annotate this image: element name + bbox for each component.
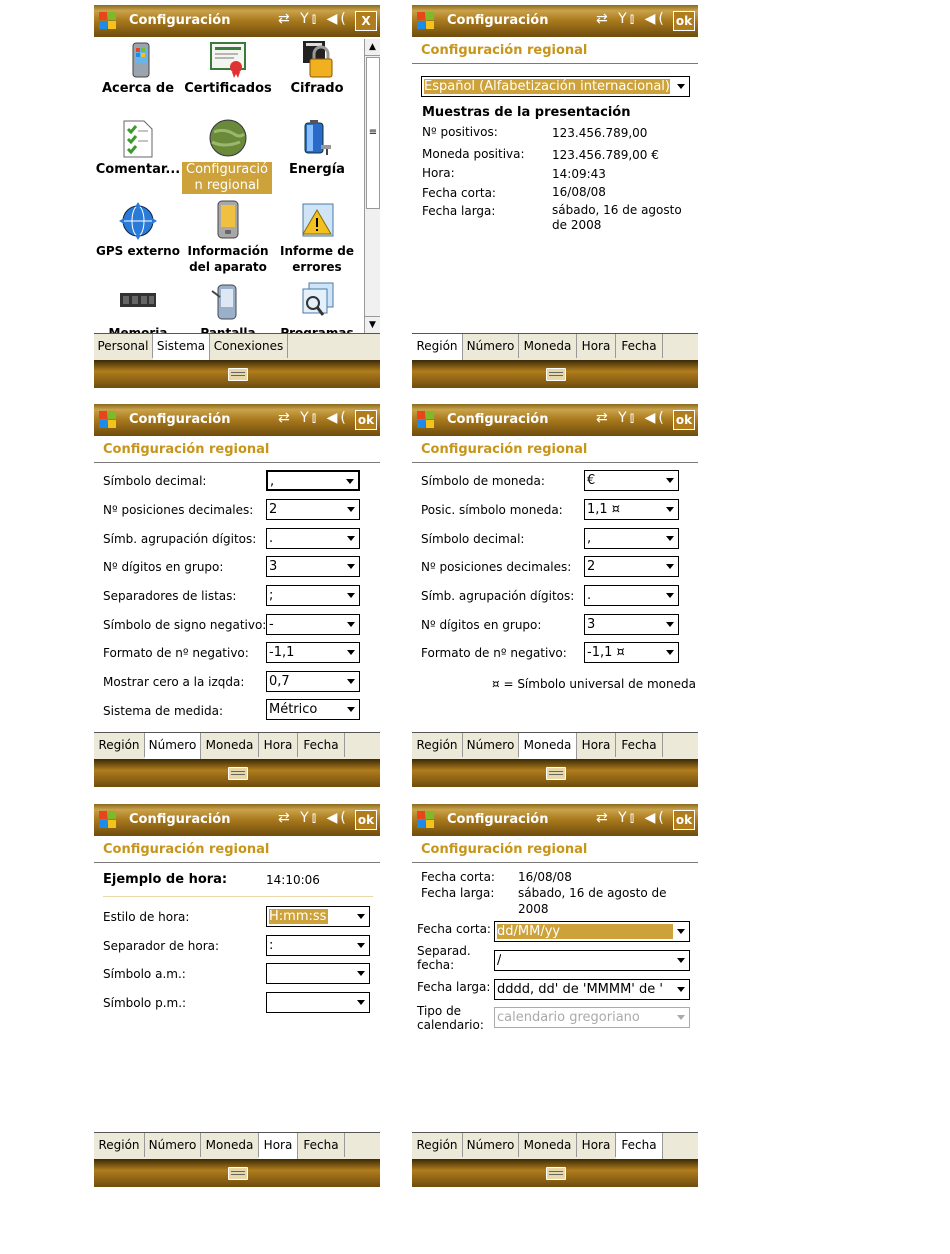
window-title: Configuración xyxy=(129,412,231,427)
field-value: , xyxy=(587,531,592,546)
field-value: H:mm:ss xyxy=(269,909,327,924)
field-value: 3 xyxy=(269,559,278,574)
field-label: Símbolo decimal: xyxy=(103,474,207,488)
chevron-down-icon xyxy=(666,507,674,512)
field-value: / xyxy=(497,953,502,968)
pm-symbol-dropdown[interactable] xyxy=(266,992,370,1013)
ok-button[interactable]: ok xyxy=(673,410,695,430)
field-label: Separad. xyxy=(417,944,471,958)
field-label: Fecha larga: xyxy=(417,980,491,994)
chevron-down-icon xyxy=(346,479,354,484)
icon-label: Energía xyxy=(289,162,345,177)
status-icons[interactable]: ⇄ Y⫾ ◀( xyxy=(596,410,667,426)
close-button[interactable]: X xyxy=(355,11,377,31)
page-header: Configuración regional xyxy=(103,442,270,457)
field-value: , xyxy=(270,474,275,489)
chevron-down-icon xyxy=(666,650,674,655)
field-label-cont: fecha: xyxy=(417,958,455,972)
field-label: Nº dígitos en grupo: xyxy=(103,560,224,574)
field-label: Símbolo de moneda: xyxy=(421,474,545,488)
menu-bar xyxy=(412,1159,698,1187)
tab-hora[interactable]: Hora xyxy=(577,334,616,358)
negative-format-dropdown[interactable] xyxy=(584,642,679,663)
status-icons[interactable]: ⇄ Y⫾ ◀( xyxy=(596,11,667,27)
tab-bar xyxy=(94,1132,380,1159)
chevron-down-icon xyxy=(677,929,685,934)
tab-moneda[interactable]: Moneda xyxy=(201,733,259,757)
sample-value: 123.456.789,00 € xyxy=(552,148,659,162)
page-header: Configuración regional xyxy=(421,43,588,58)
tab-personal[interactable]: Personal xyxy=(94,334,153,358)
chevron-down-icon xyxy=(357,914,365,919)
decimal-places-dropdown[interactable] xyxy=(266,499,360,520)
field-label: Símbolo a.m.: xyxy=(103,967,186,981)
divider xyxy=(94,862,380,863)
tab-fecha[interactable]: Fecha xyxy=(298,1133,345,1157)
chevron-down-icon xyxy=(347,650,355,655)
tab-region[interactable]: Región xyxy=(94,733,145,757)
field-value: : xyxy=(269,938,274,953)
scroll-thumb[interactable]: ≡ xyxy=(366,57,380,209)
ok-button[interactable]: ok xyxy=(673,810,695,830)
currency-symbol-dropdown[interactable] xyxy=(584,470,679,491)
field-label: Posic. símbolo moneda: xyxy=(421,503,563,517)
page-header: Configuración regional xyxy=(103,842,270,857)
long-date-value: sábado, 16 de agosto de xyxy=(518,886,667,900)
tab-region[interactable]: Región xyxy=(412,1133,463,1157)
samples-title: Muestras de la presentación xyxy=(422,105,631,120)
screen-device-icon xyxy=(208,281,248,321)
windows-start-icon[interactable] xyxy=(97,809,119,831)
chevron-down-icon xyxy=(347,622,355,627)
window-title: Configuración xyxy=(129,13,231,28)
decimal-symbol-dropdown[interactable] xyxy=(266,470,360,491)
scroll-down-icon[interactable]: ▼ xyxy=(365,316,380,333)
field-value: - xyxy=(269,617,274,632)
field-label: Símbolo p.m.: xyxy=(103,996,187,1010)
field-label: Fecha corta: xyxy=(417,922,491,936)
icon-label: Información del aparato xyxy=(187,244,269,274)
list-separator-dropdown[interactable] xyxy=(266,585,360,606)
menu-bar xyxy=(94,1159,380,1187)
short-date-value: 16/08/08 xyxy=(518,870,572,884)
field-value: 3 xyxy=(587,617,596,632)
chevron-down-icon xyxy=(666,478,674,483)
windows-start-icon[interactable] xyxy=(97,10,119,32)
chevron-down-icon xyxy=(347,593,355,598)
field-value: ; xyxy=(269,588,274,603)
field-label: Estilo de hora: xyxy=(103,910,190,924)
chevron-down-icon xyxy=(347,707,355,712)
chevron-down-icon xyxy=(677,987,685,992)
scrollbar[interactable] xyxy=(364,39,380,333)
group-digits-dropdown[interactable] xyxy=(584,614,679,635)
field-value: -1,1 xyxy=(269,645,295,660)
sample-value-cont: de 2008 xyxy=(552,218,602,232)
grouping-symbol-dropdown[interactable] xyxy=(584,585,679,606)
device-info-icon xyxy=(121,41,161,81)
locale-dropdown[interactable] xyxy=(421,76,690,97)
keyboard-icon[interactable] xyxy=(228,767,248,780)
windows-start-icon[interactable] xyxy=(415,409,437,431)
separator-line xyxy=(103,896,373,897)
am-symbol-dropdown[interactable] xyxy=(266,963,370,984)
windows-start-icon[interactable] xyxy=(97,409,119,431)
field-value: 2 xyxy=(587,559,596,574)
sample-value: 14:09:43 xyxy=(552,167,606,181)
time-example-value: 14:10:06 xyxy=(266,873,320,887)
status-icons[interactable]: ⇄ Y⫾ ◀( xyxy=(596,810,667,826)
field-label: Símb. agrupación dígitos: xyxy=(103,532,257,546)
title-bar xyxy=(94,804,380,836)
tab-hora[interactable]: Hora xyxy=(259,733,298,757)
field-label: Símbolo de signo negativo: xyxy=(103,618,267,632)
screen-fecha xyxy=(412,804,698,1187)
tab-region[interactable]: Región xyxy=(412,733,463,757)
screen-system xyxy=(94,5,380,388)
tab-bar xyxy=(412,333,698,360)
device-icon xyxy=(208,200,248,240)
tab-moneda[interactable]: Moneda xyxy=(519,334,577,358)
field-label: Símbolo decimal: xyxy=(421,532,525,546)
chevron-down-icon xyxy=(677,1015,685,1020)
date-separator-dropdown[interactable] xyxy=(494,950,690,971)
tab-hora[interactable]: Hora xyxy=(577,733,616,757)
icon-label: Certificados xyxy=(184,81,272,96)
title-bar xyxy=(412,804,698,836)
sample-label: Fecha larga: xyxy=(422,204,496,218)
chevron-down-icon xyxy=(666,564,674,569)
status-icons[interactable]: ⇄ Y⫾ ◀( xyxy=(278,410,349,426)
status-icons[interactable]: ⇄ Y⫾ ◀( xyxy=(278,11,349,27)
sample-label: Moneda positiva: xyxy=(422,147,525,161)
keyboard-icon[interactable] xyxy=(228,368,248,381)
sample-label: Nº positivos: xyxy=(422,125,498,139)
window-title: Configuración xyxy=(447,412,549,427)
tab-bar xyxy=(412,732,698,759)
field-value: dd/MM/yy xyxy=(497,924,673,939)
ok-button[interactable]: ok xyxy=(673,11,695,31)
sample-value: 16/08/08 xyxy=(552,185,606,199)
time-separator-dropdown[interactable] xyxy=(266,935,370,956)
sample-label: Fecha corta: xyxy=(422,186,496,200)
window-title: Configuración xyxy=(447,812,549,827)
field-label: Sistema de medida: xyxy=(103,704,223,718)
windows-start-icon[interactable] xyxy=(415,10,437,32)
screen-region xyxy=(412,5,698,388)
title-bar xyxy=(412,404,698,436)
screen-hora xyxy=(94,804,380,1187)
page-header: Configuración regional xyxy=(421,842,588,857)
tab-numero[interactable]: Número xyxy=(463,733,519,757)
menu-bar xyxy=(94,360,380,388)
tab-region[interactable]: Región xyxy=(94,1133,145,1157)
icon-label: Acerca de xyxy=(101,81,175,96)
long-date-label: Fecha larga: xyxy=(421,886,495,900)
programs-icon xyxy=(297,281,337,321)
icon-label: Comentar... xyxy=(95,162,181,177)
tab-moneda[interactable]: Moneda xyxy=(201,1133,259,1157)
field-value: 0,7 xyxy=(269,674,290,689)
tab-numero[interactable]: Número xyxy=(145,733,201,759)
tab-region[interactable]: Región xyxy=(412,334,463,360)
field-label: Separador de hora: xyxy=(103,939,220,953)
globe-icon xyxy=(208,118,248,158)
sample-label: Hora: xyxy=(422,166,455,180)
icon-label: GPS externo xyxy=(96,244,180,258)
sample-value: 123.456.789,00 xyxy=(552,126,648,140)
chevron-down-icon xyxy=(357,971,365,976)
tab-numero[interactable]: Número xyxy=(145,1133,201,1157)
field-label: Separadores de listas: xyxy=(103,589,237,603)
tab-bar xyxy=(94,333,380,360)
tab-moneda[interactable]: Moneda xyxy=(519,1133,577,1157)
chevron-down-icon xyxy=(666,536,674,541)
screen-numero xyxy=(94,404,380,787)
field-value: -1,1 ¤ xyxy=(587,645,625,660)
divider xyxy=(412,462,698,463)
decimal-symbol-dropdown[interactable] xyxy=(584,528,679,549)
divider xyxy=(94,462,380,463)
tab-fecha[interactable]: Fecha xyxy=(616,733,663,757)
chevron-down-icon xyxy=(677,84,685,89)
menu-bar xyxy=(412,759,698,787)
field-value: . xyxy=(587,588,592,603)
negative-sign-dropdown[interactable] xyxy=(266,614,360,635)
encryption-lock-icon xyxy=(297,39,337,79)
field-label: Nº posiciones decimales: xyxy=(421,560,572,574)
chevron-down-icon xyxy=(666,593,674,598)
measure-system-dropdown[interactable] xyxy=(266,699,360,720)
divider xyxy=(412,862,698,863)
icon-label: Cifrado xyxy=(290,81,344,96)
battery-power-icon xyxy=(297,119,337,159)
field-label: Nº posiciones decimales: xyxy=(103,503,254,517)
chevron-down-icon xyxy=(666,622,674,627)
icon-label: Informe de errores xyxy=(280,244,354,274)
field-value: 1,1 ¤ xyxy=(587,502,621,517)
keyboard-icon[interactable] xyxy=(546,1167,566,1180)
tab-fecha[interactable]: Fecha xyxy=(298,733,345,757)
status-icons[interactable]: ⇄ Y⫾ ◀( xyxy=(278,810,349,826)
screen-moneda xyxy=(412,404,698,787)
tab-fecha[interactable]: Fecha xyxy=(616,1133,663,1159)
currency-position-dropdown[interactable] xyxy=(584,499,679,520)
field-value: 2 xyxy=(269,502,278,517)
tab-numero[interactable]: Número xyxy=(463,1133,519,1157)
menu-bar xyxy=(94,759,380,787)
field-value: dddd, dd' de 'MMMM' de ' xyxy=(497,982,663,997)
tab-fecha[interactable]: Fecha xyxy=(616,334,663,358)
sample-value: sábado, 16 de agosto xyxy=(552,203,682,217)
ok-button[interactable]: ok xyxy=(355,810,377,830)
decimal-places-dropdown[interactable] xyxy=(584,556,679,577)
memory-chip-icon xyxy=(118,281,158,321)
negative-format-dropdown[interactable] xyxy=(266,642,360,663)
leading-zero-dropdown[interactable] xyxy=(266,671,360,692)
title-bar xyxy=(94,404,380,436)
field-value: calendario gregoriano xyxy=(497,1010,640,1025)
page-header: Configuración regional xyxy=(421,442,588,457)
menu-bar xyxy=(412,360,698,388)
scroll-up-icon[interactable]: ▲ xyxy=(365,39,380,56)
chevron-down-icon xyxy=(347,679,355,684)
tab-numero[interactable]: Número xyxy=(463,334,519,358)
group-digits-dropdown[interactable] xyxy=(266,556,360,577)
tab-conexiones[interactable]: Conexiones xyxy=(210,334,288,358)
field-label: Nº dígitos en grupo: xyxy=(421,618,542,632)
currency-note: ¤ = Símbolo universal de moneda xyxy=(492,677,696,691)
error-report-icon xyxy=(297,200,337,240)
chevron-down-icon xyxy=(347,564,355,569)
ok-button[interactable]: ok xyxy=(355,410,377,430)
chevron-down-icon xyxy=(347,536,355,541)
field-label: Formato de nº negativo: xyxy=(103,646,249,660)
field-value: . xyxy=(269,531,274,546)
divider xyxy=(412,63,698,64)
tab-moneda[interactable]: Moneda xyxy=(519,733,577,759)
field-value: € xyxy=(587,473,596,488)
chevron-down-icon xyxy=(357,943,365,948)
chevron-down-icon xyxy=(357,1000,365,1005)
long-date-format-dropdown[interactable] xyxy=(494,979,690,1000)
chevron-down-icon xyxy=(677,958,685,963)
certificate-icon xyxy=(208,39,248,79)
icon-label-selected: Configuració n regional xyxy=(182,162,272,194)
long-date-value-cont: 2008 xyxy=(518,902,549,916)
field-label: Símb. agrupación dígitos: xyxy=(421,589,575,603)
tab-bar xyxy=(412,1132,698,1159)
time-example-label: Ejemplo de hora: xyxy=(103,872,228,887)
keyboard-icon[interactable] xyxy=(546,767,566,780)
keyboard-icon[interactable] xyxy=(228,1167,248,1180)
short-date-format-dropdown[interactable] xyxy=(494,921,690,942)
chevron-down-icon xyxy=(347,507,355,512)
title-bar xyxy=(412,5,698,37)
keyboard-icon[interactable] xyxy=(546,368,566,381)
feedback-checklist-icon xyxy=(118,119,158,159)
window-title: Configuración xyxy=(129,812,231,827)
locale-value: Español (Alfabetización internacional) xyxy=(424,79,670,94)
field-label: Formato de nº negativo: xyxy=(421,646,567,660)
grouping-symbol-dropdown[interactable] xyxy=(266,528,360,549)
tab-sistema[interactable]: Sistema xyxy=(153,334,210,360)
short-date-label: Fecha corta: xyxy=(421,870,495,884)
field-label-cont: calendario: xyxy=(417,1018,484,1032)
calendar-type-dropdown xyxy=(494,1007,690,1028)
tab-hora[interactable]: Hora xyxy=(577,1133,616,1157)
windows-start-icon[interactable] xyxy=(415,809,437,831)
title-bar xyxy=(94,5,380,37)
tab-bar xyxy=(94,732,380,759)
field-label: Mostrar cero a la izqda: xyxy=(103,675,245,689)
window-title: Configuración xyxy=(447,13,549,28)
tab-hora[interactable]: Hora xyxy=(259,1133,298,1159)
time-style-dropdown[interactable] xyxy=(266,906,370,927)
gps-globe-icon xyxy=(118,201,158,241)
field-value: Métrico xyxy=(269,702,318,717)
field-label: Tipo de xyxy=(417,1004,462,1018)
